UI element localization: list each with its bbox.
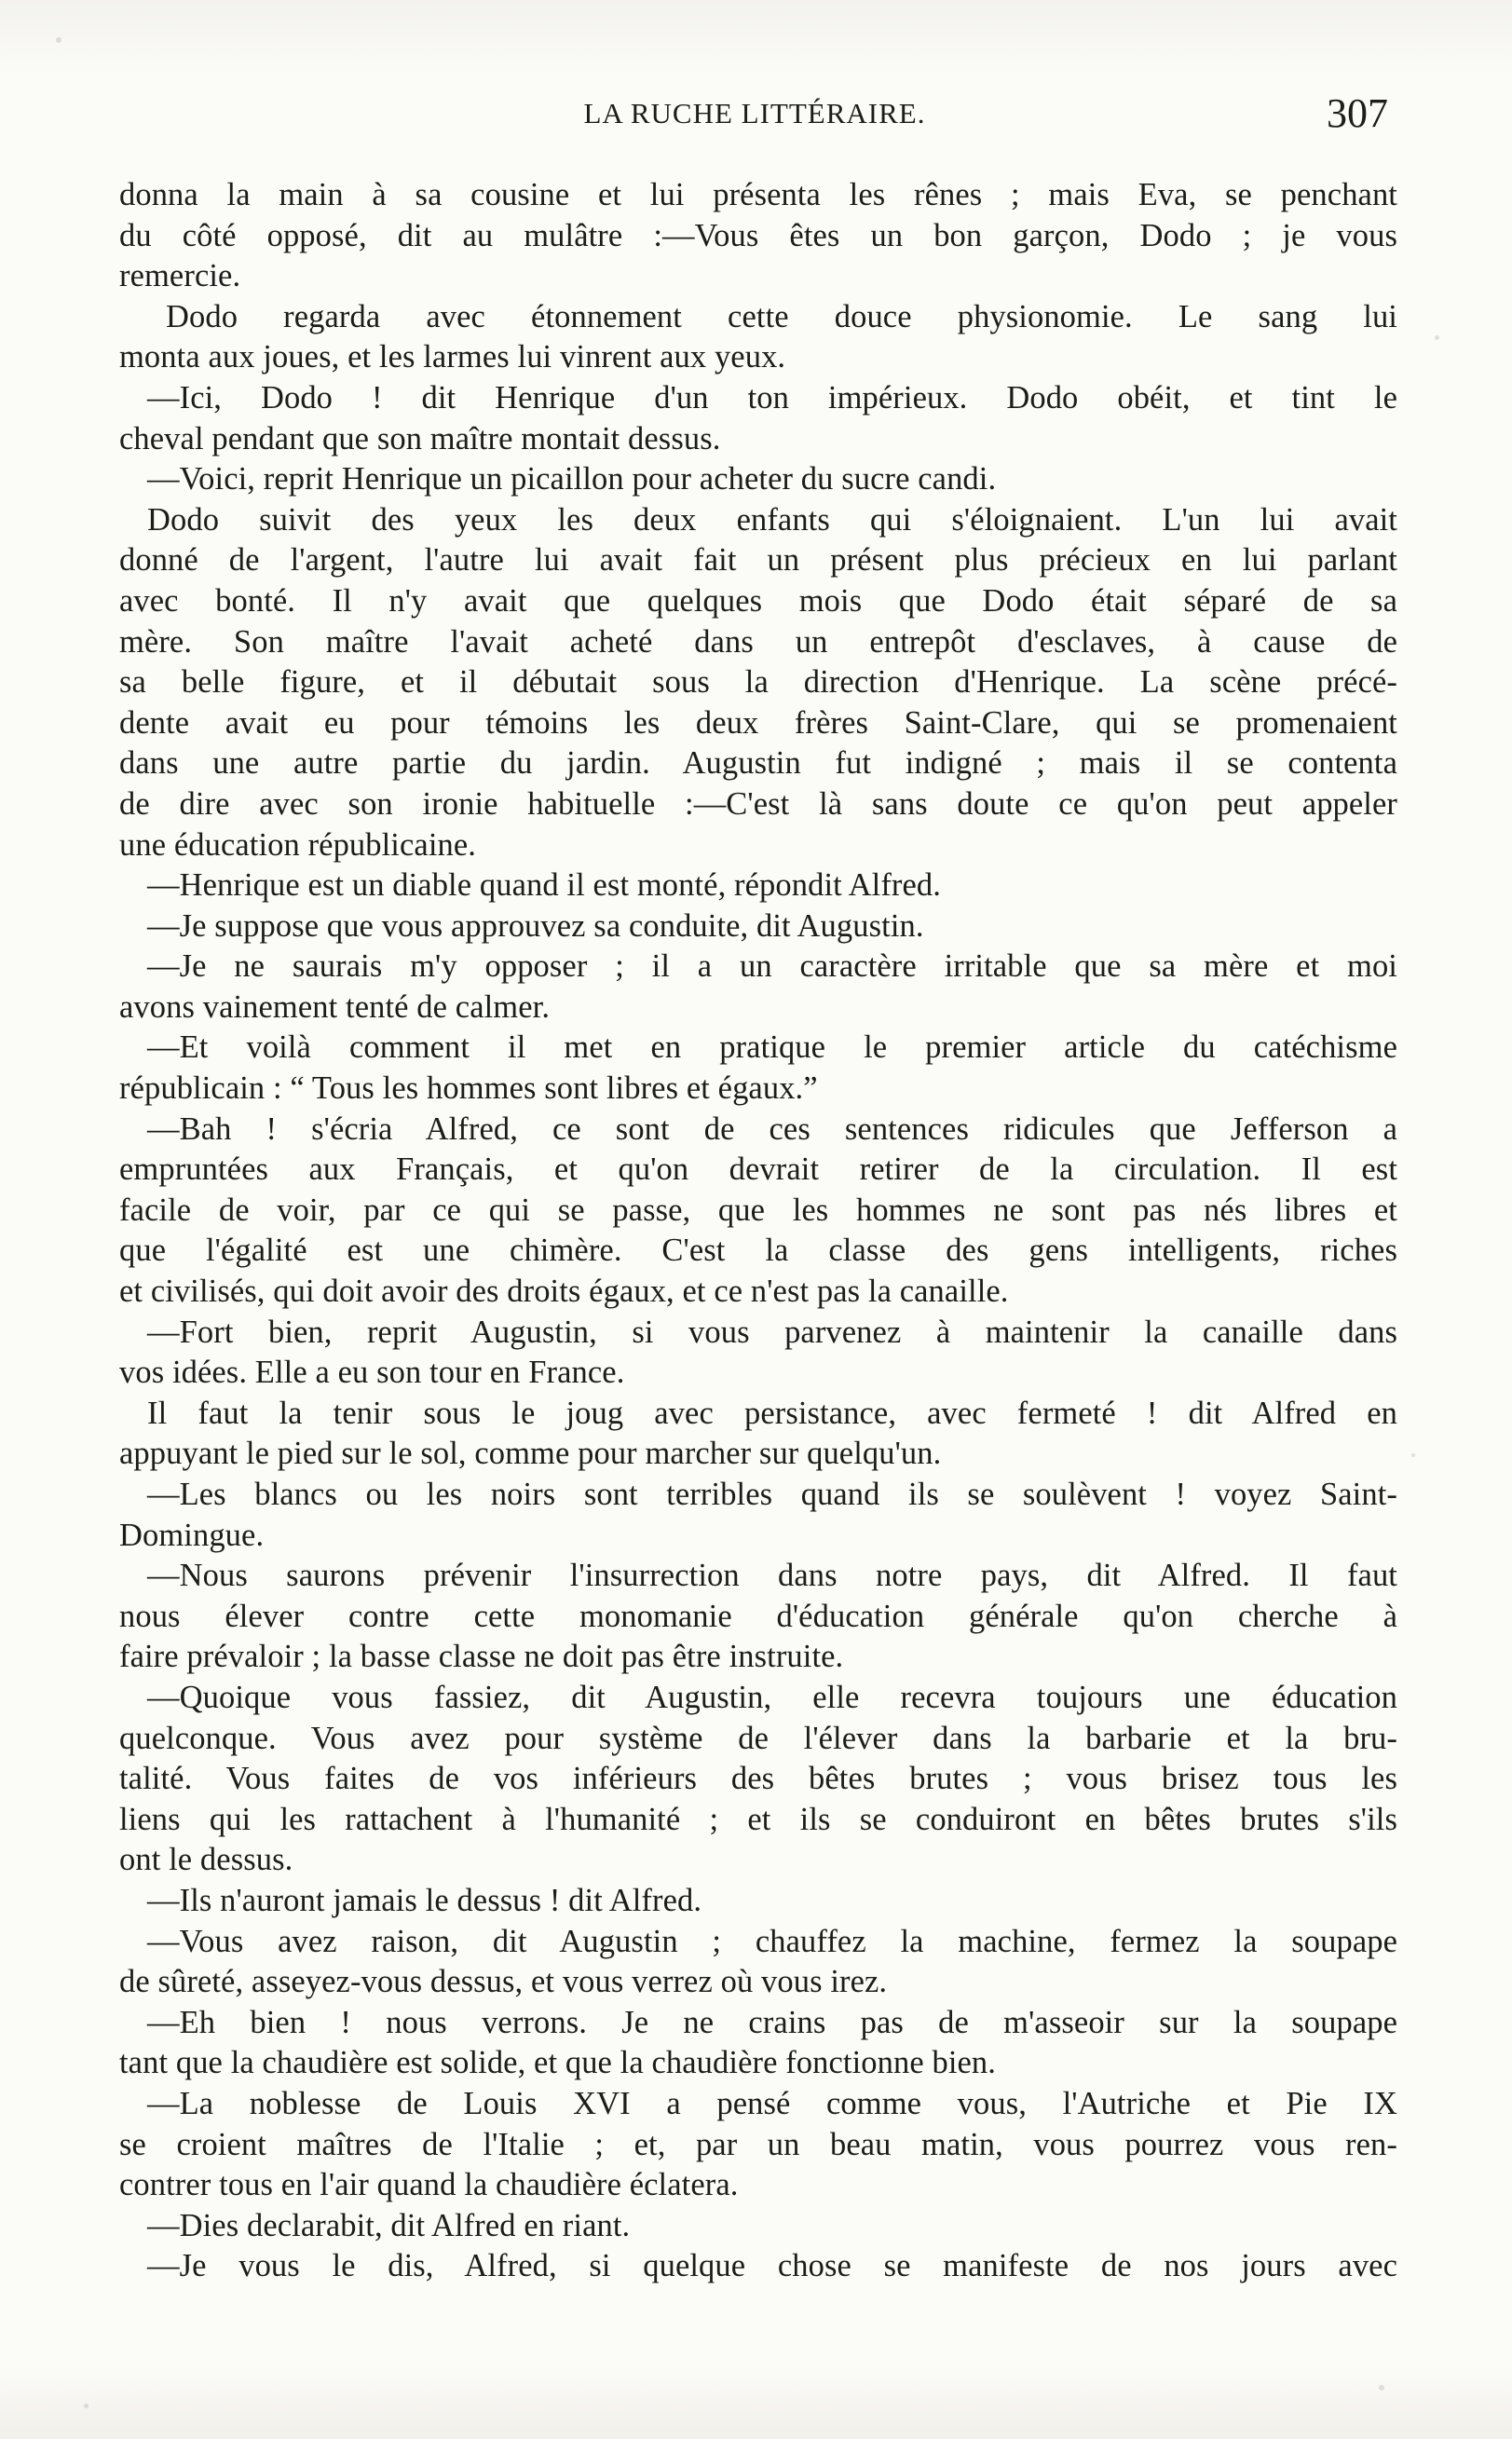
text-line: Domingue. xyxy=(119,1517,265,1553)
paper-speckle xyxy=(1411,1453,1415,1457)
text-line: cheval pendant que son maître montait dessus. xyxy=(119,420,721,456)
text-line: que l'égalité est une chimère. C'est la classe des gens intelligents, riches xyxy=(119,1233,1397,1269)
text-line: empruntées aux Français, et qu'on devrait retirer de la circulation. Il est xyxy=(119,1151,1397,1188)
text-line: —La noblesse de Louis XVI a pensé comme vous, l'Autriche et Pie IX xyxy=(147,2085,1397,2121)
text-line: —Fort bien, reprit Augustin, si vous parvenez à maintenir la canaille dans xyxy=(147,1314,1397,1350)
text-line: —Dies declarabit, dit Alfred en riant. xyxy=(147,2207,631,2243)
text-line: Il faut la tenir sous le joug avec persistance, avec fermeté ! dit Alfred en xyxy=(147,1395,1397,1431)
text-line: républicain : “ Tous les hommes sont libres et égaux.” xyxy=(119,1070,818,1107)
text-line: talité. Vous faites de vos inférieurs des bêtes brutes ; vous brisez tous les xyxy=(119,1761,1397,1797)
body-text xyxy=(119,175,1397,2287)
text-line: —Et voilà comment il met en pratique le premier article du catéchisme xyxy=(147,1029,1397,1066)
paper-speckle xyxy=(56,37,61,43)
text-line: donné de l'argent, l'autre lui avait fait un présent plus précieux en lui parlant xyxy=(119,542,1397,579)
paper-speckle xyxy=(84,2404,89,2408)
text-line: dans une autre partie du jardin. Augustin fut indigné ; mais il se contenta xyxy=(119,745,1397,782)
text-line: avons vainement tenté de calmer. xyxy=(119,988,551,1025)
text-line: nous élever contre cette monomanie d'éducation générale qu'on cherche à xyxy=(119,1598,1397,1634)
text-line: Dodo suivit des yeux les deux enfants qui s'éloignaient. L'un lui avait xyxy=(147,501,1397,538)
text-line: —Eh bien ! nous verrons. Je ne crains pas de m'asseoir sur la soupape xyxy=(147,2004,1397,2040)
text-line: et civilisés, qui doit avoir des droits égaux, et ce n'est pas la canaille. xyxy=(119,1274,1009,1310)
text-line: une éducation républicaine. xyxy=(119,826,476,863)
text-line: quelconque. Vous avez pour système de l'élever dans la barbarie et la bru- xyxy=(119,1720,1397,1756)
page-header xyxy=(121,84,1388,140)
text-line: vos idées. Elle a eu son tour en France. xyxy=(119,1355,625,1391)
text-line: dente avait eu pour témoins les deux frères Saint-Clare, qui se promenaient xyxy=(119,704,1397,741)
page-number: 307 xyxy=(1327,90,1388,136)
text-line: facile de voir, par ce qui se passe, que les hommes ne sont pas nés libres et xyxy=(119,1192,1397,1228)
text-line: de sûreté, asseyez-vous dessus, et vous verrez où vous irez. xyxy=(119,1964,888,2000)
text-line: —Ici, Dodo ! dit Henrique d'un ton impérieux. Dodo obéit, et tint le xyxy=(147,379,1397,416)
text-line: —Nous saurons prévenir l'insurrection dans notre pays, dit Alfred. Il faut xyxy=(147,1558,1397,1594)
paper-speckle xyxy=(1435,335,1439,340)
text-line: tant que la chaudière est solide, et que la chaudière fonctionne bien. xyxy=(119,2045,996,2081)
text-line: donna la main à sa cousine et lui présenta les rênes ; mais Eva, se penchant xyxy=(119,177,1397,212)
text-line: —Ils n'auront jamais le dessus ! dit Alfred. xyxy=(147,1882,702,1918)
text-line: —Voici, reprit Henrique un picaillon pour acheter du sucre candi. xyxy=(147,461,997,497)
text-line: —Les blancs ou les noirs sont terribles quand ils se soulèvent ! voyez Saint- xyxy=(147,1477,1397,1512)
text-line: ont le dessus. xyxy=(119,1842,293,1878)
text-line: de dire avec son ironie habituelle :—C'est là sans doute ce qu'on peut appeler xyxy=(119,785,1397,822)
text-line: liens qui les rattachent à l'humanité ; et ils se conduiront en bêtes brutes s'ils xyxy=(119,1801,1397,1837)
text-line: contrer tous en l'air quand la chaudière éclatera. xyxy=(119,2167,739,2203)
text-line: —Je ne saurais m'y opposer ; il a un caractère irritable que sa mère et moi xyxy=(147,948,1397,985)
text-line: —Vous avez raison, dit Augustin ; chauffez la machine, fermez la soupape xyxy=(147,1923,1397,1959)
text-line: sa belle figure, et il débutait sous la direction d'Henrique. La scène précé- xyxy=(119,664,1397,701)
text-line: mère. Son maître l'avait acheté dans un entrepôt d'esclaves, à cause de xyxy=(119,623,1397,660)
paper-speckle xyxy=(1379,2385,1384,2391)
text-line: se croient maîtres de l'Italie ; et, par un beau matin, vous pourrez vous ren- xyxy=(119,2126,1397,2162)
text-line: —Je vous le dis, Alfred, si quelque chose se manifeste de nos jours avec xyxy=(147,2248,1397,2284)
text-line: remercie. xyxy=(119,258,241,294)
text-line: Dodo regarda avec étonnement cette douce physionomie. Le sang lui xyxy=(166,298,1397,334)
text-line: —Henrique est un diable quand il est monté, répondit Alfred. xyxy=(147,867,942,904)
text-line: —Bah ! s'écria Alfred, ce sont de ces sentences ridicules que Jefferson a xyxy=(147,1110,1397,1147)
text-line: faire prévaloir ; la basse classe ne doit pas être instruite. xyxy=(119,1639,844,1675)
text-line: avec bonté. Il n'y avait que quelques mois que Dodo était séparé de sa xyxy=(119,582,1397,619)
text-line: appuyant le pied sur le sol, comme pour marcher sur quelqu'un. xyxy=(119,1436,942,1472)
text-line: du côté opposé, dit au mulâtre :—Vous êtes un bon garçon, Dodo ; je vous xyxy=(119,217,1397,253)
text-line: —Je suppose que vous approuvez sa conduite, dit Augustin. xyxy=(147,907,924,944)
text-line: monta aux joues, et les larmes lui vinrent aux yeux. xyxy=(119,339,786,375)
running-title: LA RUCHE LITTÉRAIRE. xyxy=(583,97,926,129)
text-line: —Quoique vous fassiez, dit Augustin, elle recevra toujours une éducation xyxy=(147,1679,1397,1715)
